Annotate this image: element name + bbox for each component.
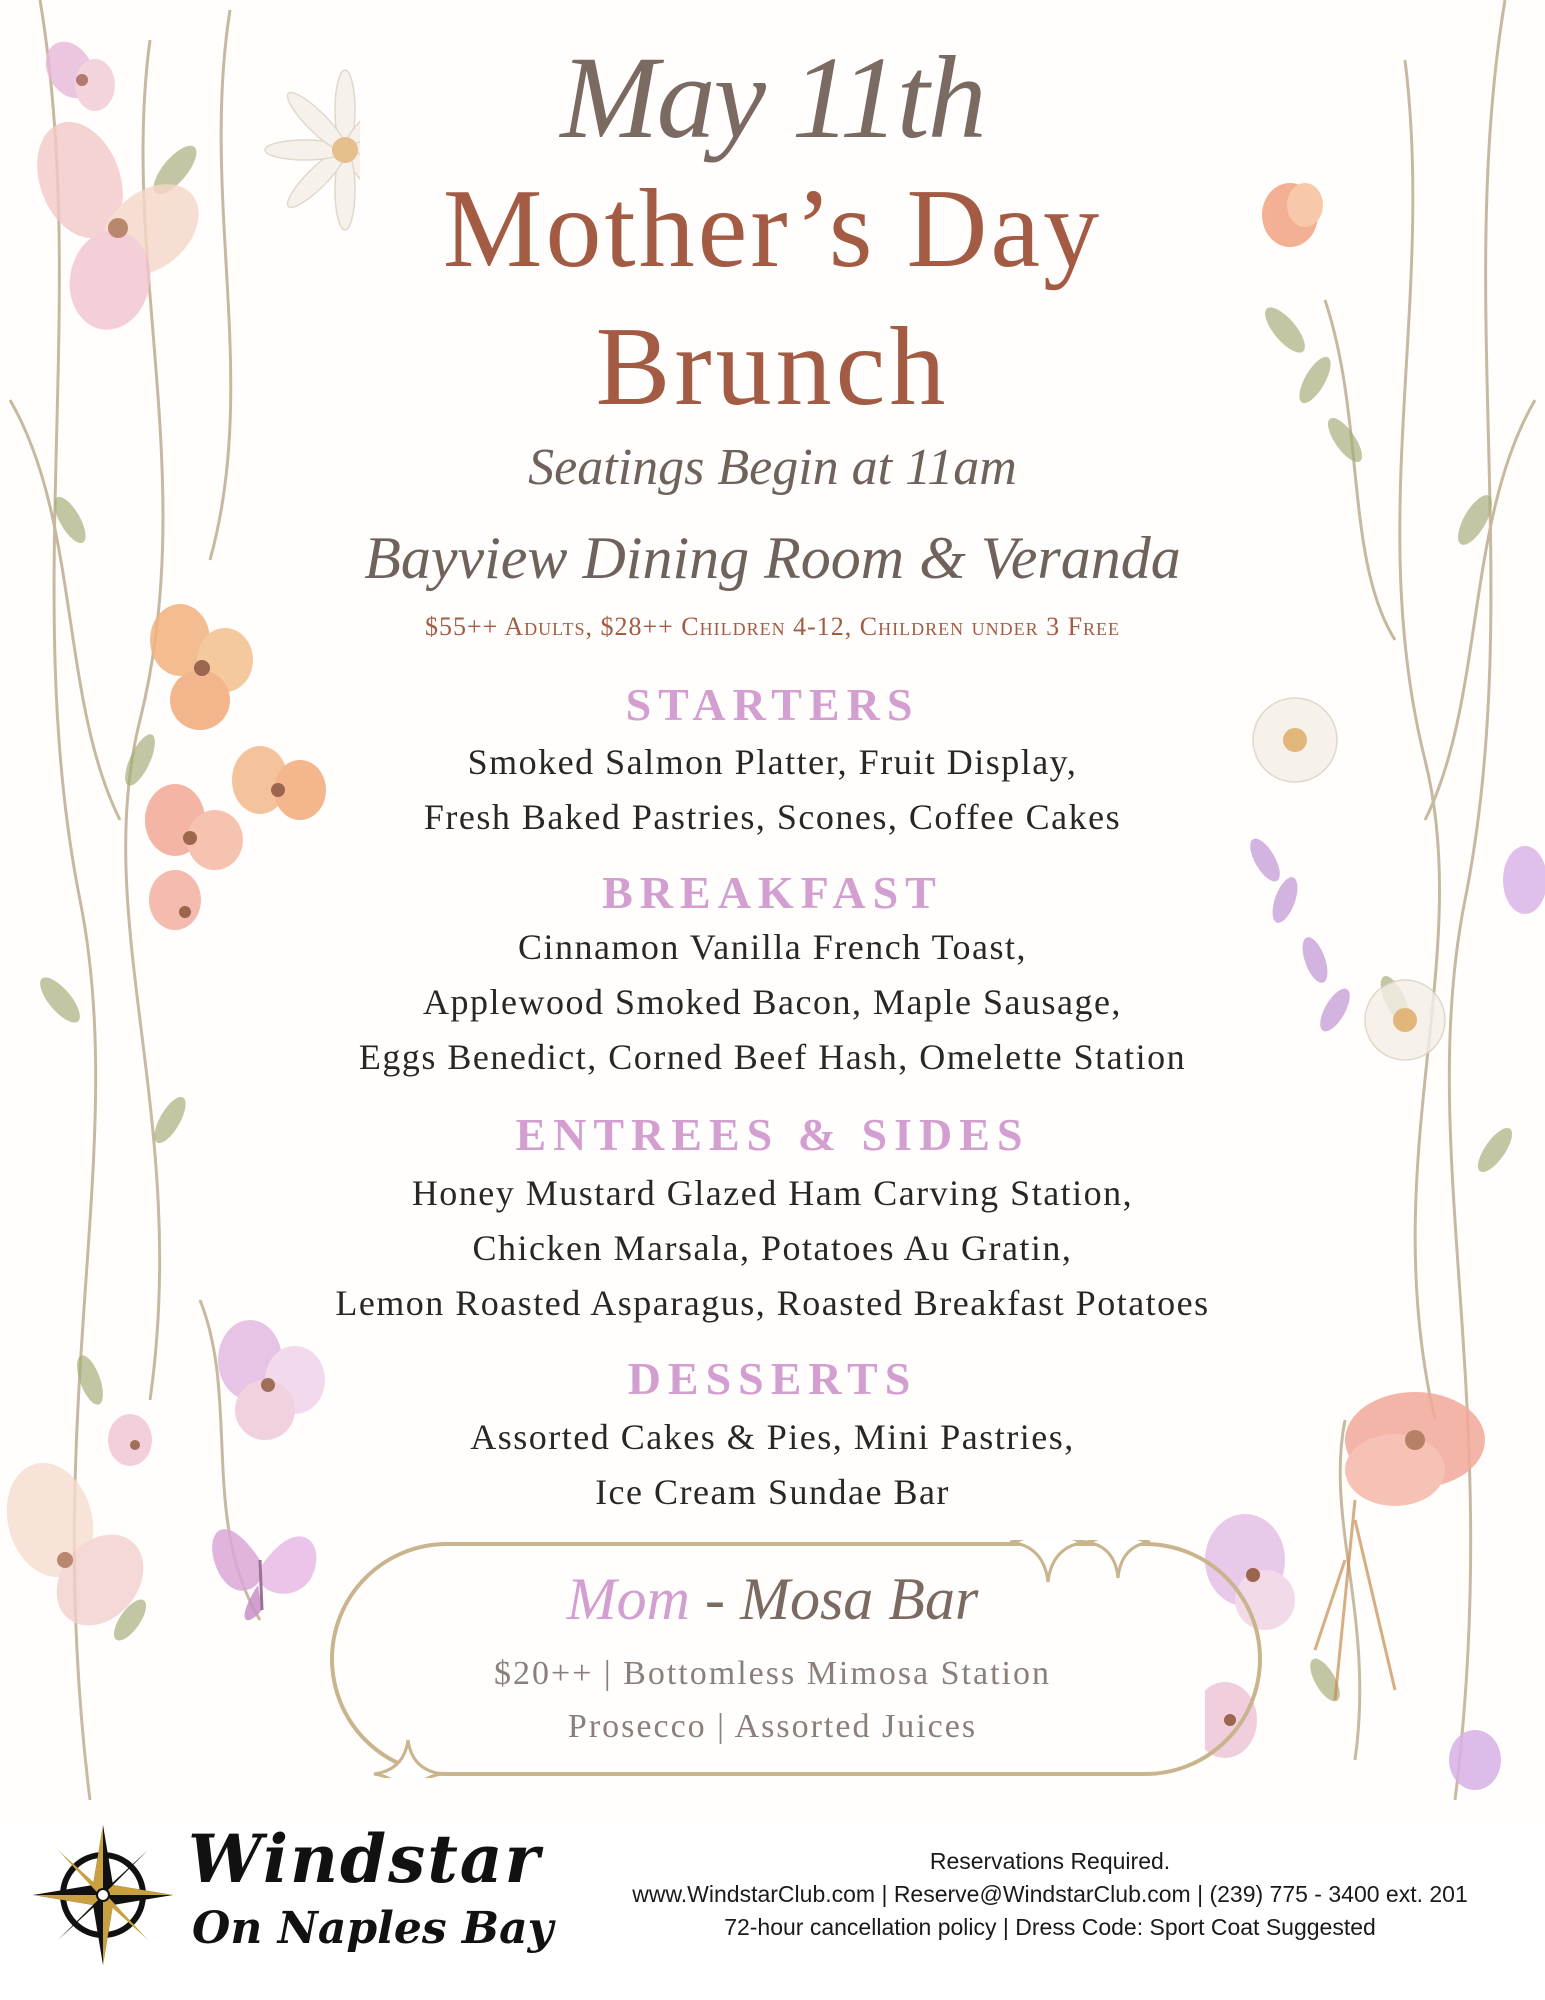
event-title-line1: Mother’s Day	[442, 167, 1103, 291]
contact-line: www.WindstarClub.com | Reserve@WindstarClub.com | (239) 775 - 3400 ext. 201	[632, 1881, 1468, 1907]
event-title-line2: Brunch	[595, 305, 950, 429]
menu-line: Applewood Smoked Bacon, Maple Sausage,	[423, 982, 1122, 1022]
pricing-info: $55++ Adults, $28++ Children 4-12, Children under 3 Free	[424, 612, 1121, 641]
menu-line: Honey Mustard Glazed Ham Carving Station,	[411, 1173, 1134, 1213]
section-heading-breakfast: BREAKFAST	[602, 867, 943, 918]
mosa-line: Prosecco | Assorted Juices	[567, 1708, 978, 1745]
contact-line: 72-hour cancellation policy | Dress Code: Sport Coat Suggested	[724, 1914, 1376, 1940]
mosa-title-part2: Mosa Bar	[739, 1566, 979, 1632]
menu-line: Chicken Marsala, Potatoes Au Gratin,	[472, 1228, 1073, 1268]
event-date: May 11th	[560, 32, 985, 163]
mosa-title-sep: -	[689, 1566, 740, 1632]
seating-time: Seatings Begin at 11am	[528, 439, 1017, 496]
venue-name: Bayview Dining Room & Veranda	[364, 525, 1181, 591]
section-heading-starters: STARTERS	[625, 679, 920, 730]
menu-line: Lemon Roasted Asparagus, Roasted Breakfast Potatoes	[335, 1283, 1210, 1323]
logo-wordmark: Windstar	[188, 1820, 542, 1898]
mosa-title-part1: Mom	[566, 1566, 690, 1632]
menu-line: Eggs Benedict, Corned Beef Hash, Omelette Station	[358, 1037, 1187, 1077]
contact-info	[560, 1845, 1540, 1944]
compass-rose-icon	[28, 1820, 178, 1970]
menu-line: Fresh Baked Pastries, Scones, Coffee Cakes	[423, 797, 1122, 837]
section-heading-desserts: DESSERTS	[627, 1353, 918, 1404]
contact-line: Reservations Required.	[929, 1848, 1171, 1874]
mosa-bar-items	[0, 1647, 1545, 1753]
mosa-bar-title	[0, 1565, 1545, 1634]
logo-subtitle: On Naples Bay	[192, 1903, 554, 1954]
section-items-entrees	[0, 1166, 1545, 1331]
menu-line: Assorted Cakes & Pies, Mini Pastries,	[470, 1417, 1075, 1457]
section-heading-entrees: ENTREES & SIDES	[515, 1109, 1030, 1160]
section-items-desserts	[0, 1410, 1545, 1520]
section-items-breakfast	[0, 920, 1545, 1085]
menu-line: Ice Cream Sundae Bar	[595, 1472, 950, 1512]
menu-line: Cinnamon Vanilla French Toast,	[517, 927, 1028, 967]
section-items-starters	[0, 735, 1545, 845]
menu-line: Smoked Salmon Platter, Fruit Display,	[467, 742, 1078, 782]
mosa-line: $20++ | Bottomless Mimosa Station	[494, 1655, 1051, 1692]
